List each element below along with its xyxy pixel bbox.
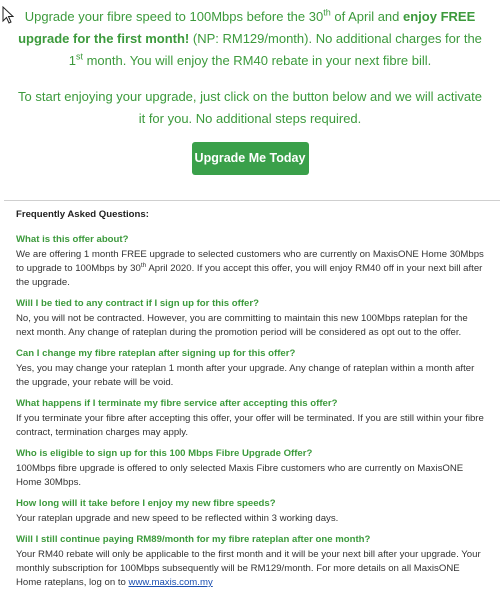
maxis-website-link[interactable]: www.maxis.com.my [128,577,213,588]
faq-item [16,297,486,340]
section-divider [4,200,500,201]
faq-item [16,533,486,590]
faq-answer: Yes, you may change your rateplan 1 month after your upgrade. Any change of rateplan within a month after the upgrade, your rebate will be void. [16,363,475,388]
faq-question: Who is eligible to sign up for this 100 Mbps Fibre Upgrade Offer? [16,448,313,459]
faq-item [16,497,486,526]
faq-answer: 100Mbps fibre upgrade is offered to only selected Maxis Fibre customers who are currently on MaxisONE Home 30Mbps. [16,463,464,488]
faq-question: Can I change my fibre rateplan after signing up for this offer? [16,348,296,359]
faq-item [16,397,486,440]
faq-answer: No, you will not be contracted. However, you are committing to maintain this new 100Mbps rateplan for the next month. Any change of rateplan during the promotion period will be considered as opt out to the offer. [16,313,468,338]
upgrade-me-today-button[interactable]: Upgrade Me Today [192,142,309,175]
faq-answer: Your RM40 rebate will only be applicable to the first month and it will be your next bill after your upgrade. Your monthly subscription for 100Mbps subsequently will be RM129/month. For more details on all MaxisONE Home rateplans, log on to www.maxis.com.my [16,549,481,588]
faq-item [16,347,486,390]
faq-question: Will I be tied to any contract if I sign up for this offer? [16,298,259,309]
faq-answer: We are offering 1 month FREE upgrade to selected customers who are currently on MaxisONE Home 30Mbps to upgrade to 100Mbps by 30th April 2020. If you accept this offer, you will enjoy RM40 off in your next bill after the upgrade. [16,249,484,288]
promo-highlight: enjoy FREE upgrade for the first month! [18,9,476,46]
faq-item [16,447,486,490]
promo-paragraph-instructions: To start enjoying your upgrade, just click on the button below and we will activate it for you. No additional steps required. [18,89,482,126]
faq-item [16,233,486,290]
faq-answer: Your rateplan upgrade and new speed to be reflected within 3 working days. [16,513,339,524]
promo-paragraph-offer: Upgrade your fibre speed to 100Mbps before the 30th of April and enjoy FREE upgrade for the first month! (NP: RM129/month). No additional charges for the 1st month. You will enjoy the RM40 rebate in your next fibre bill. [18,7,482,68]
faq-question: What is this offer about? [16,234,129,245]
faq-answer: If you terminate your fibre after accepting this offer, your offer will be terminated. If you are still within your fibre contract, termination charges may apply. [16,413,484,438]
faq-section [16,208,486,597]
faq-question: How long will it take before I enjoy my new fibre speeds? [16,498,276,509]
faq-question: Will I still continue paying RM89/month for my fibre rateplan after one month? [16,534,371,545]
promo-message [0,0,500,130]
faq-heading: Frequently Asked Questions: [16,209,149,220]
faq-question: What happens if I terminate my fibre service after accepting this offer? [16,398,338,409]
